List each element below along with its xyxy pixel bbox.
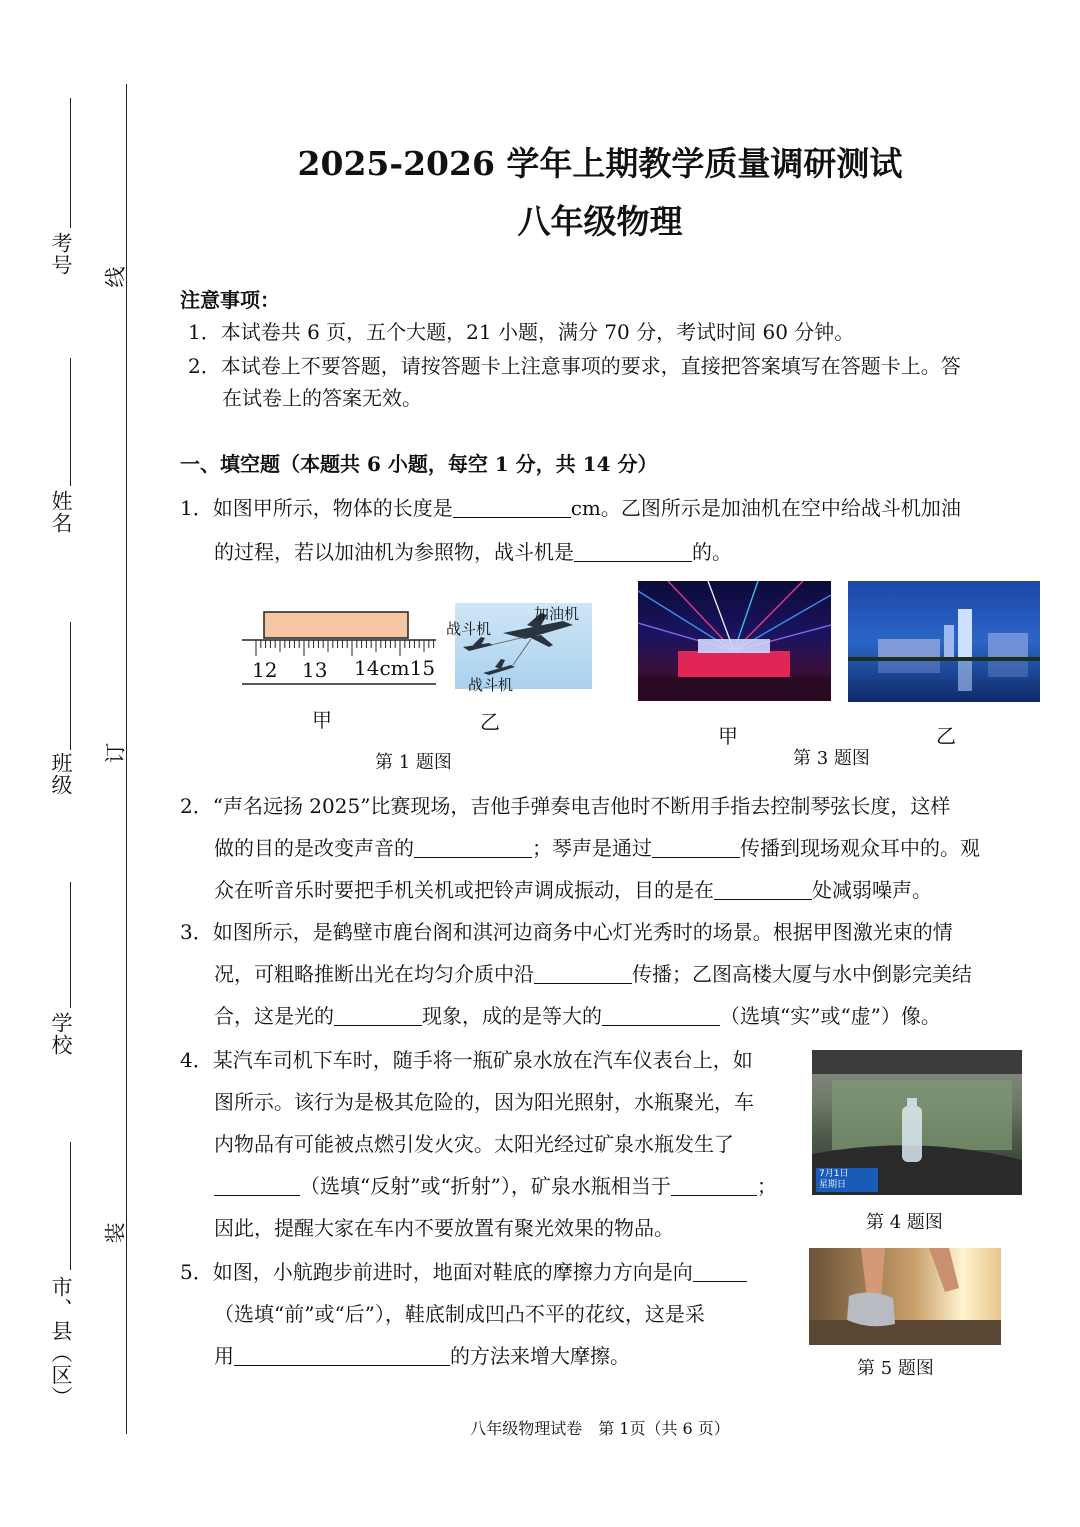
q5-blank-1 <box>693 1261 747 1282</box>
skyline-reflection-photo <box>848 581 1040 702</box>
runner-shoe-photo <box>809 1248 1001 1345</box>
question-3-line3 <box>214 1000 941 1029</box>
q2-text-d: 众在听音乐时要把手机关机或把铃声调成振动，目的是在 <box>214 878 714 902</box>
binding-word-ding: 订 <box>103 742 128 764</box>
fig1-label-jia: 甲 <box>312 708 332 732</box>
water-bottle-icon <box>902 1106 922 1162</box>
question-4-line2: 图所示。该行为是极其危险的，因为阳光照射，水瓶聚光，车 <box>214 1090 754 1114</box>
question-2-line1: 2．“声名远扬 2025”比赛现场，吉他手弹奏电吉他时不断用手指去控制琴弦长度，这样 <box>180 794 951 818</box>
q1-blank-1 <box>453 497 571 518</box>
q3-text-b: 传播；乙图高楼大厦与水中倒影完美结 <box>632 962 972 986</box>
fighter-label-2: 战斗机 <box>468 676 514 694</box>
q1-text-a: 1．如图甲所示，物体的长度是 <box>180 496 453 520</box>
question-5-line2: （选填“前”或“后”），鞋底制成凹凸不平的花纹，这是采 <box>214 1302 705 1326</box>
ruler-tick-label-12: 12 <box>252 658 278 682</box>
notice-heading: 注意事项： <box>180 288 280 312</box>
class-label: 班级 <box>49 752 73 796</box>
fighter-label-1: 战斗机 <box>446 620 492 638</box>
q3-blank-2 <box>334 1005 422 1026</box>
page-footer: 八年级物理试卷 第 1页（共 6 页） <box>470 1419 730 1438</box>
name-blank <box>70 358 71 486</box>
county-label: 市、县（区） <box>49 1276 73 1408</box>
exam-number-label: 考号 <box>49 232 73 276</box>
q3-text-c: 合，这是光的 <box>214 1004 334 1028</box>
question-5-line3 <box>214 1340 630 1369</box>
fig4-caption: 第 4 题图 <box>866 1212 943 1233</box>
binding-word-xian: 线 <box>103 266 128 288</box>
q2-text-c: 传播到现场观众耳中的。观 <box>740 836 980 860</box>
q4-blank-2 <box>671 1175 757 1196</box>
q5-text-c: 的方法来增大摩擦。 <box>450 1344 630 1368</box>
binding-word-zhuang: 装 <box>103 1222 128 1244</box>
video-date-stamp: 7月1日 <box>819 1169 849 1179</box>
fig3-label-jia: 甲 <box>718 724 738 748</box>
name-label: 姓名 <box>49 490 73 534</box>
dashboard-bottle-photo <box>812 1050 1022 1195</box>
question-2-line3 <box>214 874 932 903</box>
section-heading: 一、填空题（本题共 6 小题，每空 1 分，共 14 分） <box>180 452 658 476</box>
q4-blank-1 <box>214 1175 300 1196</box>
question-1-line1 <box>180 492 961 521</box>
question-1-line2 <box>214 536 732 565</box>
q2-text-e: 处减弱噪声。 <box>812 878 932 902</box>
q5-text-a: 5．如图，小航跑步前进时，地面对鞋底的摩擦力方向是向 <box>180 1260 693 1284</box>
subject-title: 八年级物理 <box>517 202 683 241</box>
county-blank <box>70 1142 71 1270</box>
school-label: 学校 <box>49 1012 73 1056</box>
ruler-tick-label-14cm15: 14cm15 <box>354 656 436 680</box>
notice-item-1: 1．本试卷共 6 页，五个大题，21 小题，满分 70 分，考试时间 60 分钟。 <box>188 320 855 344</box>
question-3-line1: 3．如图所示，是鹤壁市鹿台阁和淇河边商务中心灯光秀时的场景。根据甲图激光束的情 <box>180 920 953 944</box>
question-4-line4 <box>214 1170 777 1199</box>
q1-text-b: cm。乙图所示是加油机在空中给战斗机加油 <box>570 496 961 520</box>
fig3-caption: 第 3 题图 <box>793 748 870 769</box>
q5-blank-2 <box>234 1345 450 1366</box>
question-4-line1: 4．某汽车司机下车时，随手将一瓶矿泉水放在汽车仪表台上，如 <box>180 1048 753 1072</box>
q3-blank-3 <box>602 1005 720 1026</box>
q1-text-d: 的。 <box>692 540 732 564</box>
notice-item-2-line2: 在试卷上的答案无效。 <box>222 386 422 410</box>
q1-text-c: 的过程，若以加油机为参照物，战斗机是 <box>214 540 574 564</box>
q4-text-a: （选填“反射”或“折射”），矿泉水瓶相当于 <box>300 1174 671 1198</box>
question-3-line2 <box>214 958 972 987</box>
notice-item-2-line1: 2．本试卷上不要答题，请按答题卡上注意事项的要求，直接把答案填写在答题卡上。答 <box>188 354 961 378</box>
fig1-label-yi: 乙 <box>480 710 500 734</box>
q2-text-b: ；琴声是通过 <box>532 836 652 860</box>
ruler-tick-label-13: 13 <box>302 658 328 682</box>
question-5-line1 <box>180 1256 747 1285</box>
class-blank <box>70 622 71 750</box>
question-4-line5: 因此，提醒大家在车内不要放置有聚光效果的物品。 <box>214 1216 674 1240</box>
q3-text-e: （选填“实”或“虚”）像。 <box>720 1004 941 1028</box>
tanker-label: 加油机 <box>534 605 580 623</box>
q2-blank-2 <box>652 837 740 858</box>
q3-blank-1 <box>534 963 632 984</box>
q1-blank-2 <box>574 541 692 562</box>
runner-leg-icon <box>861 1248 885 1298</box>
q2-blank-3 <box>714 879 812 900</box>
video-weekday-stamp: 星期日 <box>819 1180 847 1190</box>
q3-text-d: 现象，成的是等大的 <box>422 1004 602 1028</box>
q4-text-b: ； <box>756 1174 777 1198</box>
fig5-caption: 第 5 题图 <box>857 1358 934 1379</box>
q5-text-b: 用 <box>214 1344 234 1368</box>
q3-text-a: 况，可粗略推断出光在均匀介质中沿 <box>214 962 534 986</box>
q2-blank-1 <box>414 837 532 858</box>
question-2-line2 <box>214 832 980 861</box>
fig1-caption: 第 1 题图 <box>375 752 452 773</box>
question-4-line3: 内物品有可能被点燃引发火灾。太阳光经过矿泉水瓶发生了 <box>214 1132 734 1156</box>
measured-object <box>264 612 408 638</box>
fig3-label-yi: 乙 <box>936 724 956 748</box>
laser-show-photo <box>638 581 831 701</box>
exam-title: 2025-2026 学年上期教学质量调研测试 <box>297 144 903 183</box>
running-shoe-icon <box>847 1292 895 1326</box>
q2-text-a: 做的目的是改变声音的 <box>214 836 414 860</box>
school-blank <box>70 882 71 1008</box>
